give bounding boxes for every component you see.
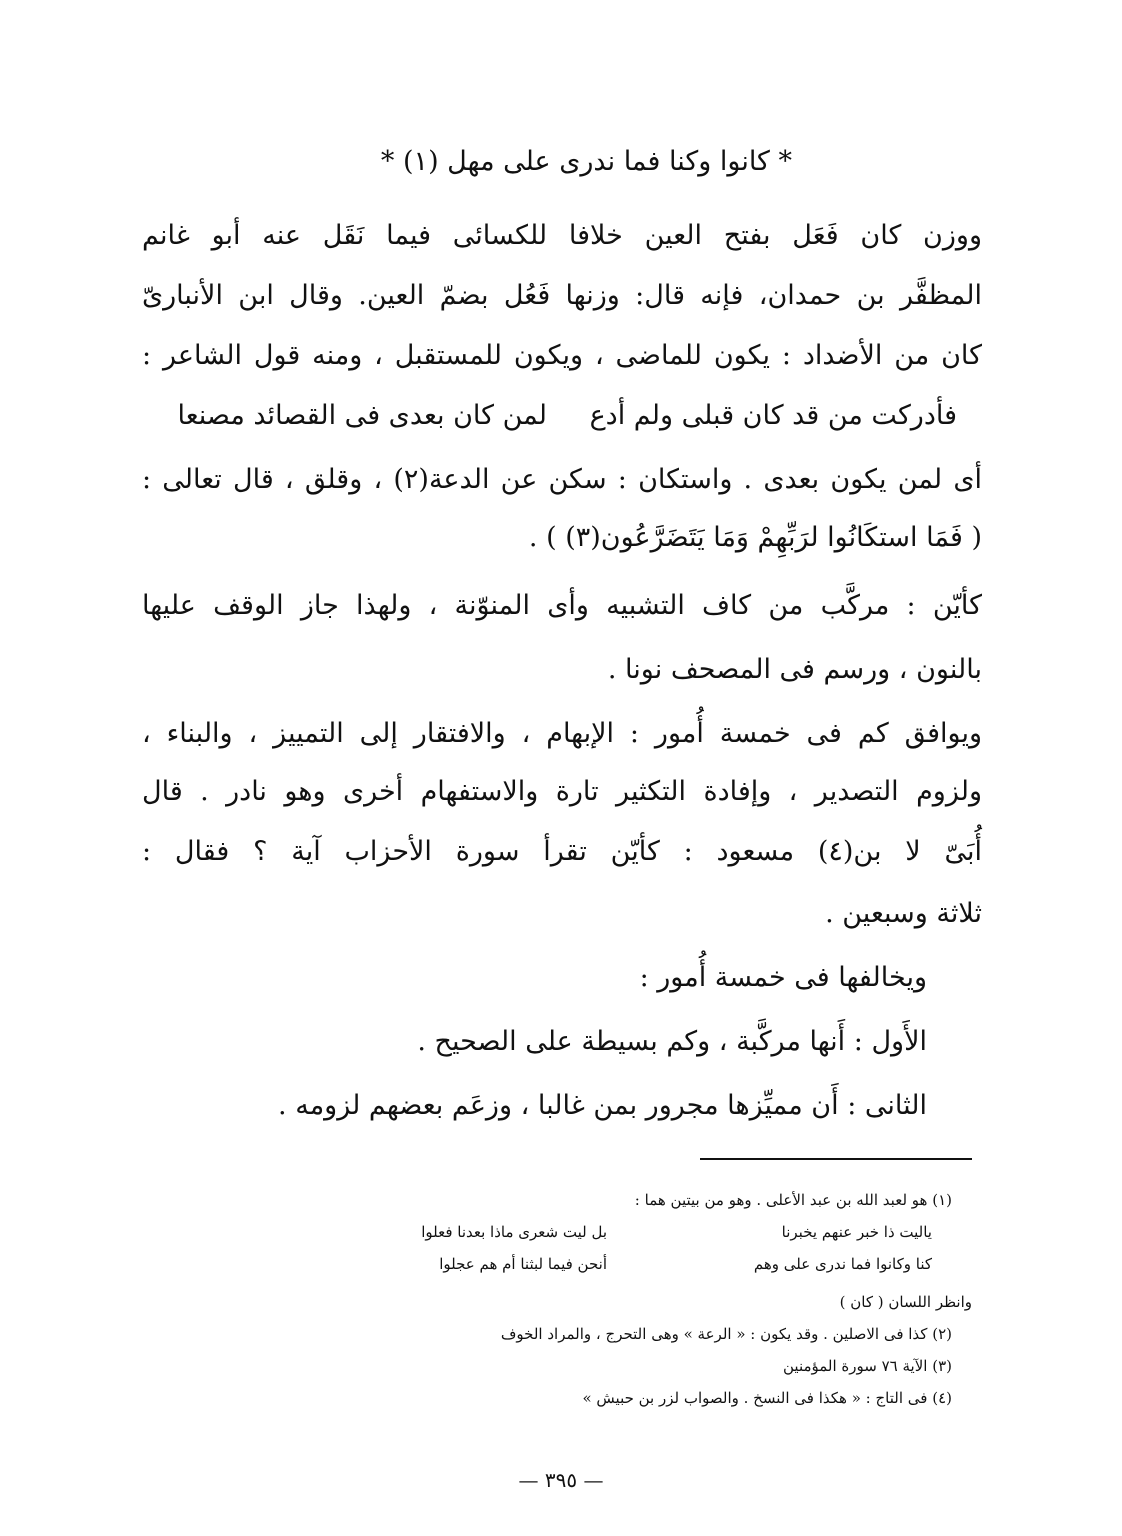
footnote-4: (٤) فى التاج : « هكذا فى النسخ . والصواب لزر بن حبيش »: [582, 1389, 952, 1407]
footnote-3: (٣) الآية ٧٦ سورة المؤمنين: [783, 1357, 952, 1375]
differ-item-2: الثانى : أَن مميِّزها مجرور بمن غالبا ، وزعَم بعضهم لزومه .: [278, 1090, 927, 1121]
differ-heading: ويخالفها فى خمسة أُمور :: [639, 962, 927, 993]
body-line-1: ووزن كان فَعَل بفتح العين خلافا للكسائى فيما نَقَل عنه أبو غانم: [142, 220, 982, 251]
footnote-1-verse-2b: أنحن فيما لبثنا أم هم عجلوا: [439, 1255, 607, 1273]
footnote-2: (٢) كذا فى الاصلين . وقد يكون : « الرعة » وهى التحرج ، والمراد الخوف: [500, 1325, 952, 1343]
agree-line-4: ثلاثة وسبعين .: [825, 898, 982, 929]
agree-line-3: أُبَىّ لا بن(٤) مسعود : كأيّن تقرأ سورة الأحزاب آية ؟ فقال :: [142, 836, 983, 867]
differ-item-1: الأَول : أَنها مركَّبة ، وكم بسيطة على الصحيح .: [417, 1026, 927, 1057]
footnote-1-verse-1b: بل ليت شعرى ماذا بعدنا فعلوا: [421, 1223, 607, 1241]
verse-heading: * كانوا وكنا فما ندرى على مهل (١) *: [380, 146, 792, 177]
verse-hemistich-1: فأدركت من قد كان قبلى ولم أدع: [589, 400, 957, 431]
agree-line-1: ويوافق كم فى خمسة أُمور : الإبهام ، والافتقار إلى التمييز ، والبناء ،: [142, 718, 982, 749]
footnote-1-verse-2a: كنا وكانوا فما ندرى على وهم: [753, 1255, 932, 1273]
kaayyin-line-2: بالنون ، ورسم فى المصحف نونا .: [607, 654, 982, 685]
kaayyin-line-1: كأيّن : مركَّب من كاف التشبيه وأى المنوّنة ، ولهذا جاز الوقف عليها: [142, 590, 982, 621]
verse-hemistich-2: لمن كان بعدى فى القصائد مصنعا: [177, 400, 547, 431]
quran-quote: ( فَمَا استكَانُوا لرَبِّهِمْ وَمَا يَتَضَرَّعُون(٣) ) .: [528, 522, 982, 553]
body-line-3: كان من الأضداد : يكون للماضى ، ويكون للمستقبل ، ومنه قول الشاعر :: [142, 340, 982, 371]
body-line-2: المظفَّر بن حمدان، فإنه قال: وزنها فَعُل بضمّ العين. وقال ابن الأنبارىّ: [142, 280, 982, 311]
body-line-4: أى لمن يكون بعدى . واستكان : سكن عن الدعة(٢) ، وقلق ، قال تعالى :: [142, 464, 982, 495]
footnote-1-reference: وانظر اللسان ( كان ): [839, 1293, 972, 1311]
agree-line-2: ولزوم التصدير ، وإفادة التكثير تارة والاستفهام أخرى وهو نادر . قال: [142, 776, 982, 807]
footnote-1-intro: (١) هو لعبد الله بن عبد الأعلى . وهو من بيتين هما :: [634, 1191, 952, 1209]
footnote-separator: [700, 1158, 972, 1160]
footnote-1-verse-1a: ياليت ذا خبر عنهم يخبرنا: [781, 1223, 932, 1241]
page-number: — ٣٩٥ —: [518, 1468, 604, 1492]
